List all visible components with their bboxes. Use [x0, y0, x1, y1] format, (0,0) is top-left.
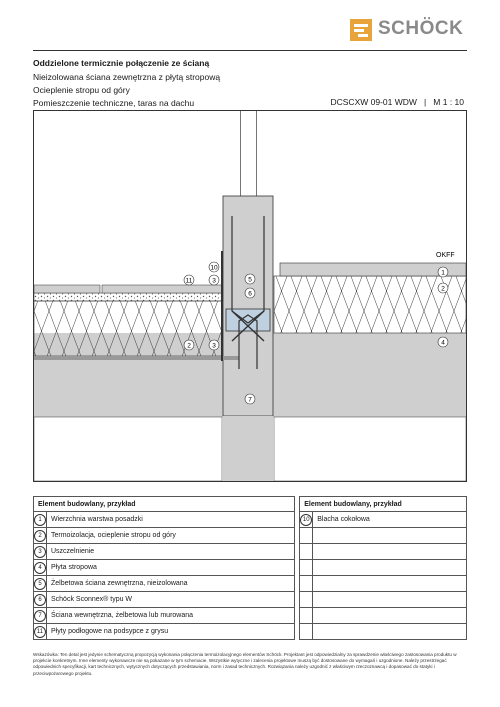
marker-2-left: 2	[187, 342, 191, 350]
marker-11: 11	[185, 277, 193, 285]
legend-row	[34, 592, 467, 608]
legend-row	[34, 528, 467, 544]
document-title: Oddzielone termicznie połączenie ze ścianą	[33, 58, 210, 68]
subtitle-line-3: Pomieszczenie techniczne, taras na dachu	[33, 98, 195, 108]
marker-10: 10	[210, 264, 218, 272]
legend-label: Wierzchnia warstwa posadzki	[47, 512, 295, 528]
marker-2-right: 2	[441, 285, 445, 293]
legend-number: 5	[34, 578, 46, 590]
wall-upper-line-left	[240, 111, 241, 196]
legend-row	[34, 624, 467, 640]
legend-header-left: Element budowlany, przykład	[34, 497, 295, 512]
brand-mark-icon	[350, 19, 372, 41]
footer-disclaimer: Wskazówka: Ten detal jest jedynie schematyczną propozycją wykonania połączenia termoizolacyjnego elementów Schöck. Projektant jest odpowiedzialny za sprawdzenie właściwego zastosowania produktu w projekcie konkretnym. Inne elementy wykonawcze nie są pokazane w tym schemacie. Wszystkie wytyczne i zalecenia projektowe muszą być dostosowane do wymagań i uzgodnione. Należy przestrzegać odpowiednich specyfikacji, kart technicznych, wytycznych dotyczących przedstawiania, norm i zasad technicznych. Rozwiązania należy uzgodnić z właściwym rzeczoznawcą i dopasować do statyki i przeciwpożarowego projektu.	[33, 652, 457, 676]
legend-number: 1	[34, 514, 46, 526]
okff-label: OKFF	[436, 252, 455, 259]
marker-3-bottom: 3	[212, 342, 216, 350]
waterproofing	[221, 251, 223, 361]
legend-number: 4	[34, 562, 46, 574]
legend-number: 11	[34, 626, 46, 638]
legend-number: 10	[300, 514, 312, 526]
subtitle-line-2: Ocieplenie stropu od góry	[33, 85, 130, 95]
marker-1: 1	[441, 269, 445, 277]
legend-label: Płyty podłogowe na podsypce z grysu	[47, 624, 295, 640]
legend-header-row	[34, 497, 467, 512]
marker-6: 6	[248, 290, 252, 298]
legend-row	[34, 560, 467, 576]
legend-label: Ściana wewnętrzna, żelbetowa lub murowana	[47, 608, 295, 624]
marker-4: 4	[441, 339, 445, 347]
legend-row	[34, 576, 467, 592]
detail-drawing	[33, 110, 467, 482]
topping-right	[280, 263, 466, 276]
subtitle-line-1: Nieizolowana ściana zewnętrzna z płytą stropową	[33, 72, 221, 82]
legend-label: Schöck Sconnex® typu W	[47, 592, 295, 608]
legend-label: Blacha cokołowa	[313, 512, 467, 528]
insulation-right	[274, 276, 466, 333]
legend-label: Żelbetowa ściana zewnętrzna, nieizolowana	[47, 576, 295, 592]
legend-label: Uszczelnienie	[47, 544, 295, 560]
legend-row	[34, 544, 467, 560]
legend-row	[34, 608, 467, 624]
detail-drawing-svg	[34, 111, 466, 481]
legend-label: Termoizolacja, ocieplenie stropu od góry	[47, 528, 295, 544]
wall-upper-line-right	[256, 111, 257, 196]
brand-logo	[350, 18, 470, 44]
legend-header-right: Element budowlany, przykład	[300, 497, 467, 512]
brand-name: SCHÖCK	[378, 18, 464, 39]
legend-label: Płyta stropowa	[47, 560, 295, 576]
legend-table	[33, 496, 467, 640]
legend-number: 2	[34, 530, 46, 542]
grit-layer	[34, 293, 222, 301]
marker-3-top: 3	[212, 277, 216, 285]
header-rule	[33, 50, 467, 51]
insulation-left	[34, 301, 222, 356]
legend-number: 3	[34, 546, 46, 558]
wall-lower	[223, 416, 273, 481]
marker-7: 7	[248, 396, 252, 404]
legend-row	[34, 512, 467, 528]
legend-number: 7	[34, 610, 46, 622]
legend-number: 6	[34, 594, 46, 606]
drawing-code-scale: DCSCXW 09-01 WDW | M 1 : 10	[330, 97, 464, 107]
marker-5: 5	[248, 276, 252, 284]
wall-column	[223, 196, 273, 416]
